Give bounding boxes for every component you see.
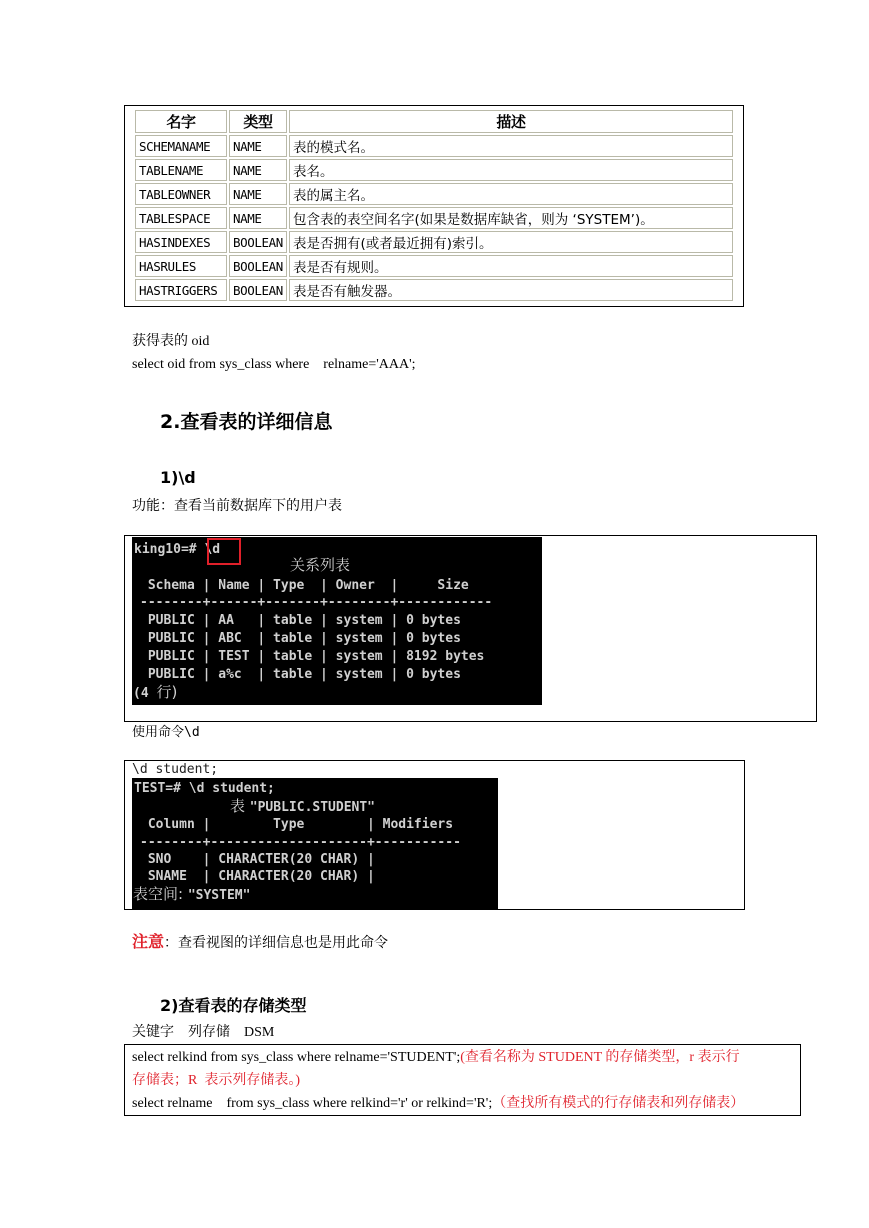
terminal-header: Schema | Name | Type | Owner | Size [140,578,469,593]
terminal-tablespace-value: "SYSTEM" [187,888,251,903]
field-type-cell: BOOLEAN [229,279,287,301]
table-row [135,279,733,301]
field-description-cell: 表是否拥有(或者最近拥有)索引。 [289,231,733,253]
terminal-prompt: king10=# [134,542,205,557]
terminal-row: PUBLIC | TEST | table | system | 8192 bytes [140,649,485,664]
note-text: ：查看视图的详细信息也是用此命令 [164,936,389,951]
terminal-row: PUBLIC | AA | table | system | 0 bytes [140,613,461,628]
oid-title: 获得表的 oid [132,334,210,349]
field-description-cell: 表的模式名。 [289,135,733,157]
field-type-cell: BOOLEAN [229,231,287,253]
field-name-cell: SCHEMANAME [135,135,227,157]
field-type-cell: NAME [229,159,287,181]
terminal-row: SNAME | CHARACTER(20 CHAR) | [140,869,375,884]
terminal-row: PUBLIC | ABC | table | system | 0 bytes [140,631,461,646]
terminal-prompt-line: TEST=# \d student; [134,781,275,796]
sql-comment: (查看名称为 STUDENT 的存储类型，r 表示行 [460,1050,740,1065]
terminal-2-screenshot [132,778,498,909]
sql-statement: select relname from sys_class where relkind='r' or relkind='R'; [132,1096,493,1111]
terminal-footer-unit: 行) [156,683,178,701]
subsection-2-heading: 2)查看表的存储类型 [160,996,307,1015]
table-row [135,207,733,229]
terminal-1-screenshot [132,537,542,705]
oid-sql: select oid from sys_class where relname='AAA'; [132,357,416,372]
sql-box [124,1044,801,1116]
note-line [132,931,388,955]
field-description-cell: 表是否有触发器。 [289,279,733,301]
field-name-cell: TABLENAME [135,159,227,181]
table-row [135,255,733,277]
sql-line-1 [132,1047,740,1069]
field-name-cell: TABLEOWNER [135,183,227,205]
section-2-heading: 2.查看表的详细信息 [160,411,333,433]
field-type-cell: NAME [229,207,287,229]
terminal-1-frame [124,535,817,722]
table-row [135,159,733,181]
table-header-row [135,110,733,133]
sql-statement: select relkind from sys_class where relname='STUDENT'; [132,1050,461,1065]
terminal-2-frame [124,760,745,910]
terminal-divider: --------+--------------------+----------- [140,835,461,850]
terminal-tablespace-label: 表空间: [133,885,188,903]
field-description-cell: 表名。 [289,159,733,181]
field-type-cell: BOOLEAN [229,255,287,277]
column-description-table-frame [124,105,744,307]
subsection-1-heading: 1)\d [160,468,196,487]
field-name-cell: HASINDEXES [135,231,227,253]
table-row [135,135,733,157]
terminal-footer-count: (4 [133,686,157,701]
keywords-line: 关键字 列存储 DSM [132,1025,275,1040]
terminal-row: PUBLIC | a%c | table | system | 0 bytes [140,667,461,682]
table-header-cell: 类型 [229,110,287,133]
terminal-row: SNO | CHARACTER(20 CHAR) | [140,852,375,867]
table-row [135,231,733,253]
terminal-divider: --------+------+-------+--------+------------ [140,595,493,610]
table-header-cell: 名字 [135,110,227,133]
field-description-cell: 表的属主名。 [289,183,733,205]
field-description-cell: 表是否有规则。 [289,255,733,277]
table-header-cell: 描述 [289,110,733,133]
field-name-cell: HASTRIGGERS [135,279,227,301]
sql-comment: （查找所有模式的行存储表和列存储表） [492,1096,745,1111]
terminal-caption-prefix: 表 [230,797,250,815]
terminal-caption: 关系列表 [290,556,351,574]
use-command-caption: 使用命令\d [132,725,200,740]
highlight-box [207,538,241,565]
terminal-command: \d [204,542,221,557]
field-type-cell: NAME [229,135,287,157]
field-name-cell: HASRULES [135,255,227,277]
sql-comment: 存储表；R 表示列存储表。) [132,1073,300,1088]
field-name-cell: TABLESPACE [135,207,227,229]
table-row [135,183,733,205]
subsection-1-description: 功能：查看当前数据库下的用户表 [132,499,342,514]
note-label: 注意 [132,932,165,951]
field-description-cell: 包含表的表空间名字(如果是数据库缺省，则为 ‘SYSTEM’)。 [289,207,733,229]
column-description-table [133,108,735,303]
terminal-header: Column | Type | Modifiers [140,817,454,832]
sql-line-3 [132,1093,744,1115]
terminal-2-label: \d student; [132,762,219,777]
field-type-cell: NAME [229,183,287,205]
terminal-caption-name: "PUBLIC.STUDENT" [249,800,376,815]
